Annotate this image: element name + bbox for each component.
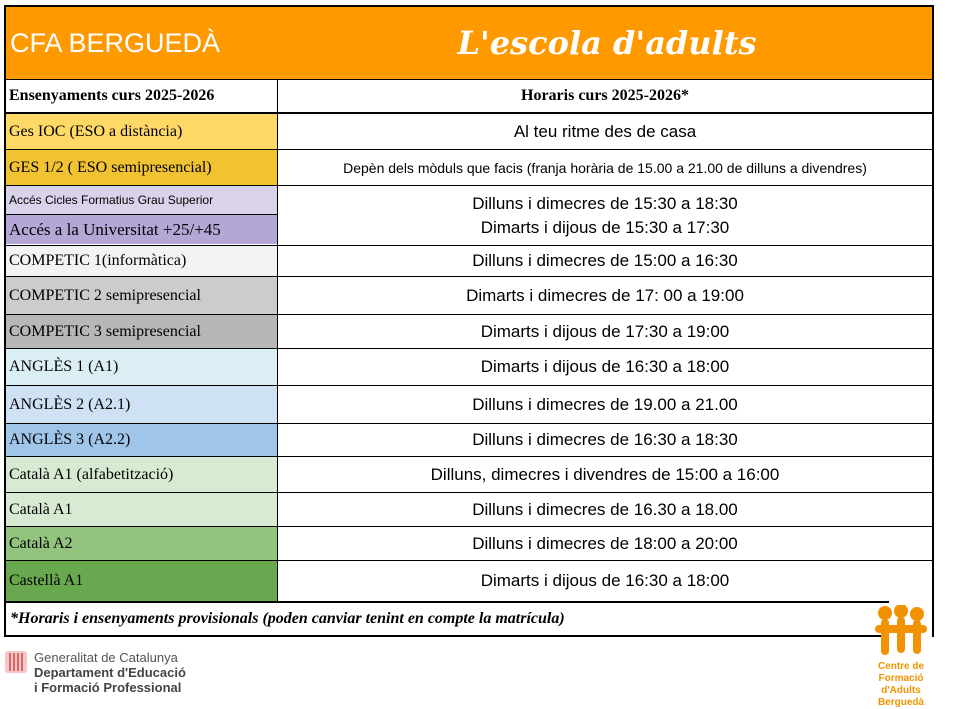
table-row xyxy=(6,385,932,423)
course-cell: Accés Cicles Formatius Grau Superior xyxy=(6,186,277,215)
table-header xyxy=(6,79,932,112)
footnote: *Horaris i ensenyaments provisionals (poden canviar tenint en compte la matrícula) xyxy=(4,601,889,637)
cfa-line: Centre de xyxy=(877,661,925,672)
table-row xyxy=(6,276,932,314)
cfa-figures-icon xyxy=(871,605,931,657)
banner xyxy=(6,7,932,79)
table-row xyxy=(6,560,932,601)
schedule-cell: Dilluns, dimecres i divendres de 15:00 a 16:00 xyxy=(430,464,780,484)
schedule-cell: Dilluns i dimecres de 15:00 a 16:30 xyxy=(472,251,738,270)
schedule-cell: Dilluns i dimecres de 18:00 a 20:00 xyxy=(472,533,738,553)
schedule-cell: Dilluns i dimecres de 19.00 a 21.00 xyxy=(472,394,738,414)
course-cell: GES 1/2 ( ESO semipresencial) xyxy=(6,150,278,185)
table-row xyxy=(6,245,932,276)
course-cell: Ges IOC (ESO a distància) xyxy=(6,114,278,149)
gen-line: i Formació Professional xyxy=(34,680,182,695)
schedule-cell: Dimarts i dimecres de 17: 00 a 19:00 xyxy=(466,285,744,305)
schedule-header: Horaris curs 2025-2026* xyxy=(521,87,689,104)
courses-header: Ensenyaments curs 2025-2026 xyxy=(6,80,278,112)
generalitat-emblem-icon xyxy=(4,650,28,674)
table-row-access xyxy=(6,185,932,245)
tagline: L'escola d'adults xyxy=(457,24,757,62)
schedule-cell: Al teu ritme des de casa xyxy=(513,121,697,141)
table-row xyxy=(6,526,932,560)
schedule-table xyxy=(4,5,934,637)
course-cell: Accés a la Universitat +25/+45 xyxy=(6,215,277,244)
cfa-line: Berguedà xyxy=(877,697,925,708)
table-row xyxy=(6,423,932,456)
schedule-cell: Dilluns i dimecres de 16.30 a 18.00 xyxy=(472,499,738,519)
cfa-line: Formació d'Adults xyxy=(878,673,924,696)
course-cell: COMPETIC 2 semipresencial xyxy=(6,277,278,314)
schedule-cell xyxy=(278,186,932,245)
course-cell: Català A2 xyxy=(6,527,278,560)
table-row xyxy=(6,314,932,348)
table-row xyxy=(6,348,932,385)
generalitat-logo xyxy=(4,650,186,695)
table-row xyxy=(6,456,932,492)
schedule-cell: Dimarts i dijous de 16:30 a 18:00 xyxy=(480,571,730,590)
table-row xyxy=(6,492,932,526)
schedule-cell: Dilluns i dimecres de 16:30 a 18:30 xyxy=(472,430,738,449)
table-row xyxy=(6,112,932,149)
schedule-line: Dimarts i dijous de 15:30 a 17:30 xyxy=(480,217,730,237)
course-cell: ANGLÈS 1 (A1) xyxy=(6,349,278,385)
school-name: CFA BERGUEDÀ xyxy=(10,27,221,58)
schedule-cell: Depèn dels mòduls que facis (franja horària de 15.00 a 21.00 de dilluns a divendres) xyxy=(343,159,867,176)
table-row xyxy=(6,149,932,185)
course-cell: COMPETIC 3 semipresencial xyxy=(6,315,278,348)
cfa-logo xyxy=(866,605,936,709)
schedule-line: Dilluns i dimecres de 15:30 a 18:30 xyxy=(472,193,738,213)
course-cell: ANGLÈS 3 (A2.2) xyxy=(6,424,278,456)
course-cell: Català A1 xyxy=(6,493,278,526)
gen-line: Generalitat de Catalunya xyxy=(34,650,178,665)
course-cell: Castellà A1 xyxy=(6,561,278,601)
course-cell: COMPETIC 1(informàtica) xyxy=(6,246,278,276)
schedule-cell: Dimarts i dijous de 17:30 a 19:00 xyxy=(480,321,730,341)
gen-line: Departament d'Educació xyxy=(34,665,186,680)
course-cell: ANGLÈS 2 (A2.1) xyxy=(6,386,278,423)
course-cell: Català A1 (alfabetització) xyxy=(6,457,278,492)
schedule-cell: Dimarts i dijous de 16:30 a 18:00 xyxy=(480,357,730,376)
